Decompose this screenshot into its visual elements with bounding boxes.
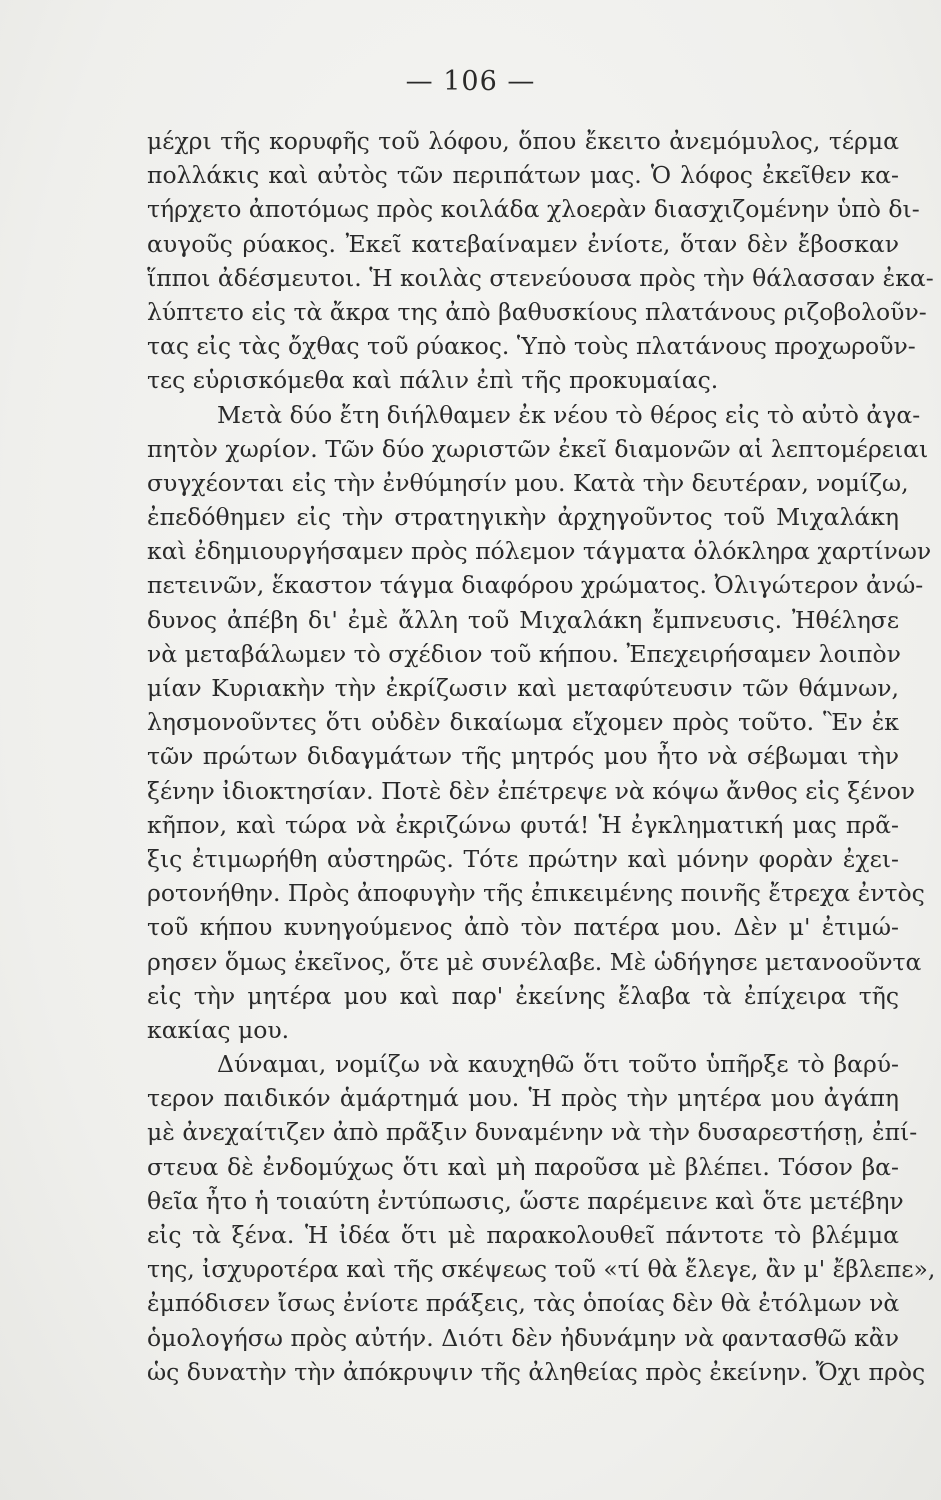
text-line: τῶν πρώτων διδαγμάτων τῆς μητρός μου ἦτο νὰ σέβωμαι τὴν — [147, 742, 899, 771]
text-line: νὰ μεταβάλωμεν τὸ σχέδιον τοῦ κήπου. Ἐπεχειρήσαμεν λοιπὸν — [147, 639, 901, 668]
text-line: ἐμπόδισεν ἴσως ἐνίοτε πράξεις, τὰς ὁποίας δὲν θὰ ἐτόλμων νὰ — [147, 1289, 900, 1318]
text-line: πετεινῶν, ἕκαστον τάγμα διαφόρου χρώματος. Ὀλιγώτερον ἀνώ- — [147, 571, 924, 600]
text-line: καὶ ἐδημιουργήσαμεν πρὸς πόλεμον τάγματα ὁλόκληρα χαρτίνων — [147, 537, 932, 566]
page-number: — 106 — — [405, 66, 536, 97]
body-text — [147, 124, 936, 1389]
text-line: ρησεν ὅμως ἐκεῖνος, ὅτε μὲ συνέλαβε. Μὲ ὡδήγησε μετανοοῦντα — [147, 947, 922, 976]
text-line: πολλάκις καὶ αὐτὸς τῶν περιπάτων μας. Ὁ λόφος ἐκεῖθεν κα- — [147, 161, 899, 190]
text-line: λησμονοῦντες ὅτι οὐδὲν δικαίωμα εἴχομεν πρὸς τοῦτο. Ἓν ἐκ — [147, 708, 899, 737]
text-line: ὁμολογήσω πρὸς αὐτήν. Διότι δὲν ἠδυνάμην νὰ φαντασθῶ κἂν — [147, 1323, 899, 1352]
text-line: ξις ἐτιμωρήθη αὐστηρῶς. Τότε πρώτην καὶ μόνην φορὰν ἐχει- — [147, 844, 899, 873]
text-line: συγχέονται εἰς τὴν ἐνθύμησίν μου. Κατὰ τὴν δευτέραν, νομίζω, — [147, 468, 909, 497]
text-line: εἰς τὴν μητέρα μου καὶ παρ' ἐκείνης ἔλαβα τὰ ἐπίχειρα τῆς — [147, 981, 899, 1010]
text-line: εἰς τὰ ξένα. Ἡ ἰδέα ὅτι μὲ παρακολουθεῖ πάντοτε τὸ βλέμμα — [147, 1221, 899, 1249]
text-line: αυγοῦς ρύακος. Ἐκεῖ κατεβαίναμεν ἐνίοτε, ὅταν δὲν ἔβοσκαν — [147, 229, 899, 258]
text-line: ξένην ἰδιοκτησίαν. Ποτὲ δὲν ἐπέτρεψε νὰ κόψω ἄνθος εἰς ξένον — [147, 776, 916, 805]
text-line: κῆπον, καὶ τώρα νὰ ἐκριζώνω φυτά! Ἡ ἐγκληματική μας πρᾶ- — [147, 810, 899, 839]
text-line: τοῦ κήπου κυνηγούμενος ἀπὸ τὸν πατέρα μου. Δὲν μ' ἐτιμώ- — [147, 913, 899, 942]
text-line: λύπτετο εἰς τὰ ἄκρα της ἀπὸ βαθυσκίους πλατάνους ριζοβολοῦν- — [147, 297, 927, 326]
text-line: της, ἰσχυροτέρα καὶ τῆς σκέψεως τοῦ «τί θὰ ἔλεγε, ἂν μ' ἔβλεπε», — [147, 1255, 936, 1284]
text-line: τήρχετο ἀποτόμως πρὸς κοιλάδα χλοερὰν διασχιζομένην ὑπὸ δι- — [147, 195, 920, 224]
text-line: Μετὰ δύο ἔτη διήλθαμεν ἐκ νέου τὸ θέρος εἰς τὸ αὐτὸ ἀγα- — [217, 400, 921, 429]
text-line: πητὸν χωρίον. Τῶν δύο χωριστῶν ἐκεῖ διαμονῶν αἱ λεπτομέρειαι — [147, 434, 929, 463]
text-line: τες εὑρισκόμεθα καὶ πάλιν ἐπὶ τῆς προκυμαίας. — [147, 366, 719, 395]
text-line: ἵπποι ἀδέσμευτοι. Ἡ κοιλὰς στενεύουσα πρὸς τὴν θάλασσαν ἐκα- — [147, 263, 934, 292]
text-line: τερον παιδικόν ἁμάρτημά μου. Ἡ πρὸς τὴν μητέρα μου ἀγάπη — [147, 1084, 899, 1113]
text-line: ἐπεδόθημεν εἰς τὴν στρατηγικὴν ἀρχηγοῦντος τοῦ Μιχαλάκη — [147, 503, 899, 532]
text-line: μίαν Κυριακὴν τὴν ἐκρίζωσιν καὶ μεταφύτευσιν τῶν θάμνων, — [147, 674, 899, 702]
text-line: στευα δὲ ἐνδομύχως ὅτι καὶ μὴ παροῦσα μὲ βλέπει. Τόσον βα- — [147, 1152, 899, 1181]
text-line: μὲ ἀνεχαίτιζεν ἀπὸ πρᾶξιν δυναμένην νὰ τὴν δυσαρεστήσῃ, ἐπί- — [147, 1118, 918, 1147]
text-line: θεῖα ἦτο ἡ τοιαύτη ἐντύπωσις, ὥστε παρέμεινε καὶ ὅτε μετέβην — [147, 1186, 904, 1215]
text-line: κακίας μου. — [147, 1015, 290, 1044]
text-line: μέχρι τῆς κορυφῆς τοῦ λόφου, ὅπου ἔκειτο ἀνεμόμυλος, τέρμα — [147, 127, 899, 155]
text-line: Δύναμαι, νομίζω νὰ καυχηθῶ ὅτι τοῦτο ὑπῆρξε τὸ βαρύ- — [217, 1050, 899, 1079]
text-line: ὡς δυνατὴν τὴν ἀπόκρυψιν τῆς ἀληθείας πρὸς ἐκείνην. Ὄχι πρὸς — [147, 1357, 926, 1386]
text-line: ροτονήθην. Πρὸς ἀποφυγὴν τῆς ἐπικειμένης ποινῆς ἔτρεχα ἐντὸς — [147, 879, 925, 908]
text-line: δυνος ἀπέβη δι' ἐμὲ ἄλλη τοῦ Μιχαλάκη ἔμπνευσις. Ἠθέλησε — [147, 605, 899, 634]
text-line: τας εἰς τὰς ὄχθας τοῦ ρύακος. Ὑπὸ τοὺς πλατάνους προχωροῦν- — [147, 332, 916, 361]
